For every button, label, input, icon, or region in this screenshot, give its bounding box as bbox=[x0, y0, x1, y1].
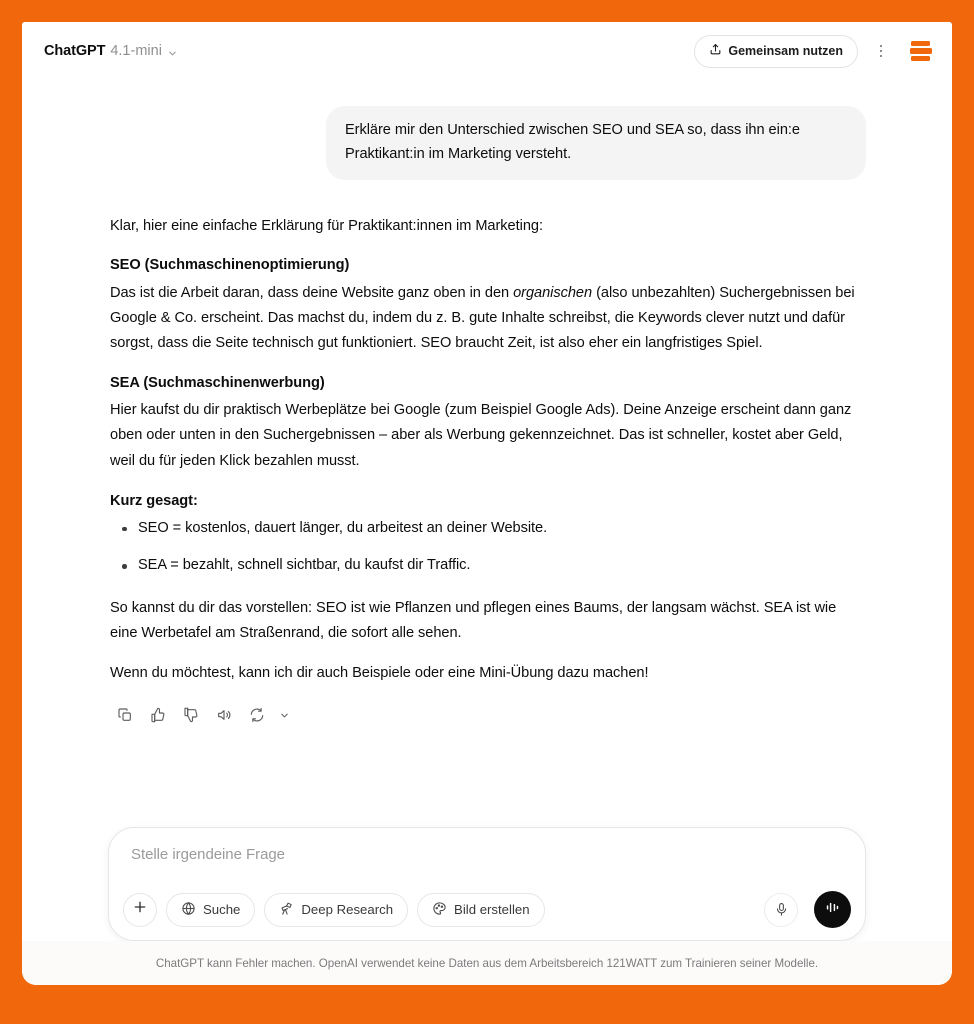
user-message-bubble: Erkläre mir den Unterschied zwischen SEO und SEA so, dass ihn ein:e Praktikant:in im Marketing versteht. bbox=[326, 106, 866, 180]
voice-mode-button[interactable] bbox=[814, 891, 851, 928]
thumbs-down-icon[interactable] bbox=[176, 701, 205, 730]
conversation-scroll-area[interactable] bbox=[22, 80, 952, 827]
message-action-bar bbox=[110, 701, 866, 730]
share-button[interactable] bbox=[694, 35, 858, 68]
section-body-part2: (also unbezahlten) Suchergebnissen bei Google & Co. erscheint. Das machst du, indem du z. B. gute Inhalte schreibst, die Keywords clever nutzt und dafür sorgst, dass die Seite technisch gut funktioniert. SEO braucht Zeit, ist also eher ein langfristiges Spiel. bbox=[110, 284, 855, 351]
model-name-label: 4.1-mini bbox=[110, 43, 162, 59]
share-button-label: Gemeinsam nutzen bbox=[728, 44, 843, 58]
copy-icon[interactable] bbox=[110, 701, 139, 730]
globe-icon bbox=[181, 901, 196, 919]
summary-bullet-list bbox=[110, 517, 866, 578]
footer-disclaimer: ChatGPT kann Fehler machen. OpenAI verwendet keine Daten aus dem Arbeitsbereich 121WATT zum Trainieren seiner Modelle. bbox=[22, 941, 952, 985]
logo-bar bbox=[911, 41, 930, 46]
tool-chip-search[interactable] bbox=[166, 893, 255, 927]
tool-chip-label: Suche bbox=[203, 902, 241, 917]
image-create-icon bbox=[432, 901, 447, 919]
list-item: SEA = bezahlt, schnell sichtbar, du kaufst dir Traffic. bbox=[138, 554, 866, 577]
chatgpt-app-card bbox=[22, 22, 952, 985]
kebab-menu-icon[interactable] bbox=[866, 36, 896, 66]
model-switcher[interactable] bbox=[42, 39, 186, 63]
tool-chip-label: Bild erstellen bbox=[454, 902, 530, 917]
logo-bar bbox=[911, 56, 930, 61]
kebab-dot bbox=[880, 50, 883, 53]
tool-chip-label: Deep Research bbox=[301, 902, 394, 917]
section-heading: SEO (Suchmaschinenoptimierung) bbox=[110, 257, 350, 274]
kebab-dot bbox=[880, 55, 883, 58]
summary-heading: Kurz gesagt: bbox=[110, 492, 198, 509]
chevron-down-icon bbox=[167, 46, 178, 57]
section-body bbox=[110, 281, 866, 356]
composer-toolbar bbox=[123, 891, 851, 928]
add-attachment-button[interactable] bbox=[123, 893, 157, 927]
voice-waveform-icon bbox=[824, 899, 841, 921]
user-message-row bbox=[108, 106, 866, 180]
list-item: SEO = kostenlos, dauert länger, du arbeitest an deiner Website. bbox=[138, 517, 866, 540]
assistant-message bbox=[108, 214, 866, 730]
composer-area bbox=[22, 827, 952, 941]
tool-chip-create-image[interactable] bbox=[417, 893, 545, 927]
thumbs-up-icon[interactable] bbox=[143, 701, 172, 730]
121watt-logo-icon[interactable] bbox=[906, 36, 936, 66]
section-body-part1: Das ist die Arbeit daran, dass deine Website ganz oben in den bbox=[110, 284, 514, 301]
section-body: Hier kaufst du dir praktisch Werbeplätze bei Google (zum Beispiel Google Ads). Deine Anzeige erscheint dann ganz oben oder unten in den Suchergebnissen – aber als Werbung gekennzeichnet. Das ist schneller, kostet aber Geld, weil du für jeden Klick bezahlen musst. bbox=[110, 402, 852, 469]
section-heading: SEA (Suchmaschinenwerbung) bbox=[110, 375, 325, 391]
assistant-intro: Klar, hier eine einfache Erklärung für Praktikant:innen im Marketing: bbox=[110, 218, 543, 235]
logo-bar bbox=[910, 48, 932, 53]
composer-box bbox=[108, 827, 866, 941]
kebab-dot bbox=[880, 45, 883, 48]
microphone-icon[interactable] bbox=[764, 893, 798, 927]
app-header bbox=[22, 22, 952, 80]
share-upload-icon bbox=[709, 43, 722, 59]
app-brand-name: ChatGPT bbox=[44, 43, 106, 59]
section-body-italic: organischen bbox=[513, 284, 593, 301]
plus-icon bbox=[132, 899, 148, 920]
message-thread bbox=[108, 80, 866, 730]
regenerate-icon[interactable] bbox=[242, 701, 271, 730]
tool-chip-deep-research[interactable] bbox=[264, 893, 408, 927]
offer-paragraph: Wenn du möchtest, kann ich dir auch Beispiele oder eine Mini-Übung dazu machen! bbox=[110, 664, 649, 681]
read-aloud-icon[interactable] bbox=[209, 701, 238, 730]
assistant-section-seo bbox=[110, 254, 866, 356]
assistant-section-sea bbox=[110, 372, 866, 474]
chevron-down-icon[interactable] bbox=[275, 701, 293, 730]
closing-paragraph: So kannst du dir das vorstellen: SEO ist wie Pflanzen und pflegen eines Baums, der langsam wächst. SEA ist wie eine Werbetafel am Straßenrand, die sofort alle sehen. bbox=[110, 599, 837, 641]
telescope-icon bbox=[279, 901, 294, 919]
message-input[interactable]: Stelle irgendeine Frage bbox=[131, 846, 285, 863]
